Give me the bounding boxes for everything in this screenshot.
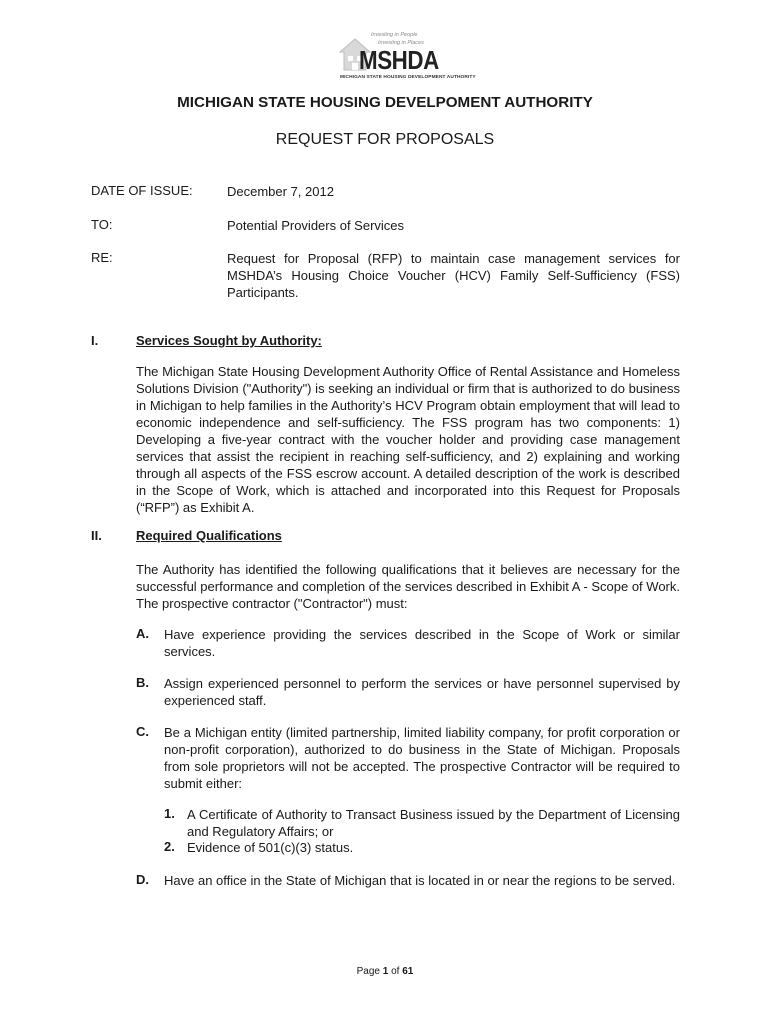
section-2-numeral: II. <box>91 528 102 543</box>
date-value: December 7, 2012 <box>227 184 334 199</box>
item-c-text: Be a Michigan entity (limited partnership, limited liability company, for profit corporation or non-profit corporation), authorized to do business in the State of Michigan. Proposals from sole proprietors will not be accepted. The prospective Contractor will be required to submit either: <box>164 725 680 791</box>
section-1-numeral: I. <box>91 333 99 348</box>
item-b-text: Assign experienced personnel to perform the services or have personnel supervised by experienced staff. <box>164 676 680 708</box>
item-b-letter: B. <box>136 675 149 690</box>
footer-page-word: Page <box>356 966 380 977</box>
date-label: DATE OF ISSUE: <box>91 183 193 198</box>
section-1-body: The Michigan State Housing Development Authority Office of Rental Assistance and Homeless Solutions Division ("Authority") is seeking an individual or firm that is authorized to do business in Michigan to help families in the Authority’s HCV Program obtain employment that will lead to economic independence and self-sufficiency. The FSS program has two components: 1) Developing a five-year contract with the voucher holder and providing case management services that assist the recipient in reaching self-sufficiency, and 2) explaining and working through all aspects of the FSS escrow account. A detailed description of the work is described in the Scope of Work, which is attached and incorporated into this Request for Proposals (“RFP”) as Exhibit A. <box>136 364 680 515</box>
to-label: TO: <box>91 217 113 232</box>
logo-subtitle: MICHIGAN STATE HOUSING DEVELOPMENT AUTHORITY <box>340 75 476 80</box>
item-d-letter: D. <box>136 872 149 887</box>
re-value: Request for Proposal (RFP) to maintain case management services for MSHDA’s Housing Choice Voucher (HCV) Family Self-Sufficiency (FSS) Participants. <box>227 251 680 300</box>
section-1-heading: Services Sought by Authority: <box>136 333 322 348</box>
mshda-logo <box>338 30 476 82</box>
sub-item-1-text: A Certificate of Authority to Transact Business issued by the Department of Licensing and Regulatory Affairs; or <box>187 807 680 839</box>
sub-item-2-number: 2. <box>164 839 175 854</box>
item-a-text: Have experience providing the services described in the Scope of Work or similar services. <box>164 627 680 659</box>
logo-tagline-1: Investing in People <box>371 32 418 38</box>
logo-tagline-2: Investing in Places <box>378 40 424 46</box>
item-d-text: Have an office in the State of Michigan that is located in or near the regions to be served. <box>164 873 676 888</box>
to-value: Potential Providers of Services <box>227 218 405 233</box>
section-2-heading: Required Qualifications <box>136 528 282 543</box>
item-c-letter: C. <box>136 724 149 739</box>
logo-wordmark: MSHDA <box>359 45 439 75</box>
document-subtitle: REQUEST FOR PROPOSALS <box>275 131 495 148</box>
document-title: MICHIGAN STATE HOUSING DEVELPOMENT AUTHORITY <box>177 94 593 111</box>
footer-page-number: 1 <box>382 966 389 977</box>
footer-page-total: 61 <box>402 966 414 977</box>
section-2-intro: The Authority has identified the following qualifications that it believes are necessary for the successful performance and completion of the services described in Exhibit A - Scope of Work. The prospective contractor ("Contractor") must: <box>136 562 680 611</box>
re-label: RE: <box>91 250 113 265</box>
sub-item-2-text: Evidence of 501(c)(3) status. <box>187 840 354 855</box>
sub-item-1-number: 1. <box>164 806 175 821</box>
footer-of-word: of <box>391 966 400 977</box>
page-footer <box>0 966 770 977</box>
item-a-letter: A. <box>136 626 149 641</box>
